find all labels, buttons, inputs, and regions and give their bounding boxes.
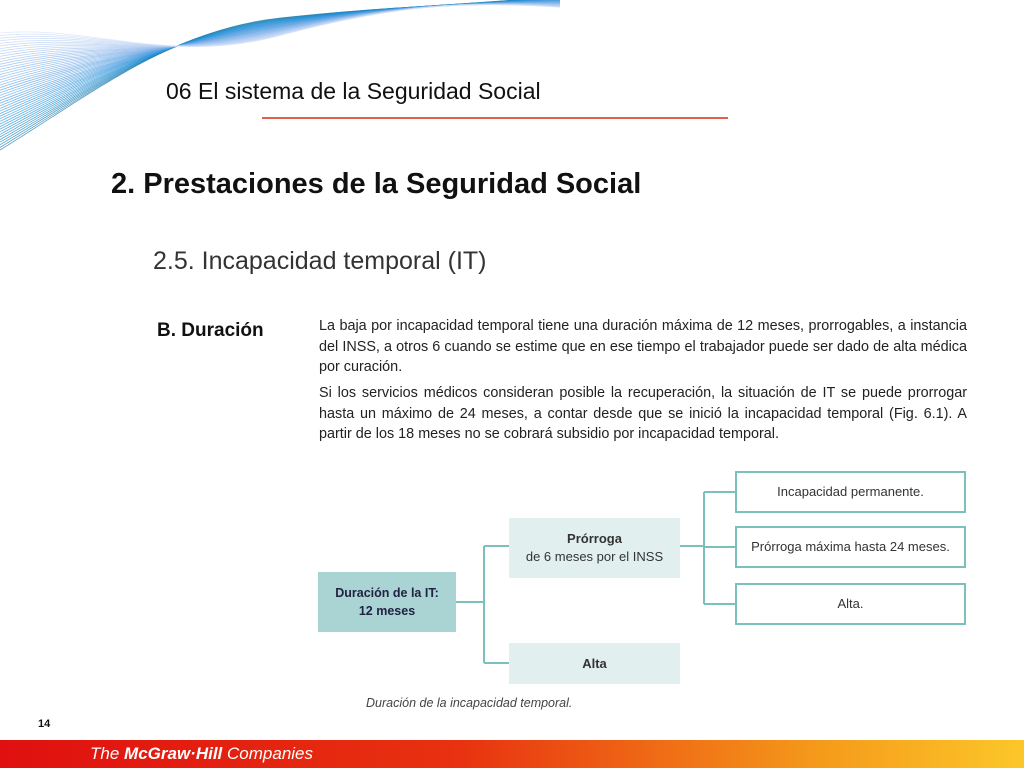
- subsection-title: 2.5. Incapacidad temporal (IT): [153, 247, 487, 275]
- outcome-alta: Alta.: [735, 583, 966, 625]
- outcome-incapacidad-permanente: Incapacidad permanente.: [735, 471, 966, 513]
- prorroga-title: Prórroga: [567, 531, 622, 546]
- section-title: 2. Prestaciones de la Seguridad Social: [111, 168, 642, 200]
- chapter-title: 06 El sistema de la Seguridad Social: [166, 78, 541, 104]
- wave-line: [0, 2, 560, 90]
- root-line-2: 12 meses: [358, 604, 416, 618]
- logo-companies: Companies: [227, 744, 314, 763]
- publisher-logo: [90, 744, 313, 764]
- outcome-prorroga-maxima: Prórroga máxima hasta 24 meses.: [735, 526, 966, 568]
- alta-branch-box: Alta: [509, 643, 680, 684]
- paragraph-2: Si los servicios médicos consideran posible la recuperación, la situación de IT se puede prorrogar hasta un máximo de 24 meses, a contar desde que se inició la incapacidad temporal (Fig. 6.1). A partir de los 18 meses no se cobrará subsidio por incapacidad temporal.: [319, 385, 967, 442]
- page-number: 14: [38, 718, 51, 730]
- chapter-divider: [262, 117, 728, 119]
- root-box-duracion: [318, 572, 456, 632]
- prorroga-box: [509, 518, 680, 578]
- root-line-1: Duración de la IT:: [335, 586, 439, 600]
- logo-brand: McGraw·Hill: [124, 744, 223, 763]
- prorroga-subtitle: de 6 meses por el INSS: [525, 549, 664, 564]
- paragraph-1: La baja por incapacidad temporal tiene una duración máxima de 12 meses, prorrogables, a instancia del INSS, a otros 6 cuando se estime que en ese tiempo el trabajador puede ser dado de alta médica por curación.: [319, 318, 967, 375]
- subhead-duracion: B. Duración: [157, 320, 264, 341]
- logo-the: The: [90, 744, 120, 763]
- figure-caption: Duración de la incapacidad temporal.: [366, 696, 573, 710]
